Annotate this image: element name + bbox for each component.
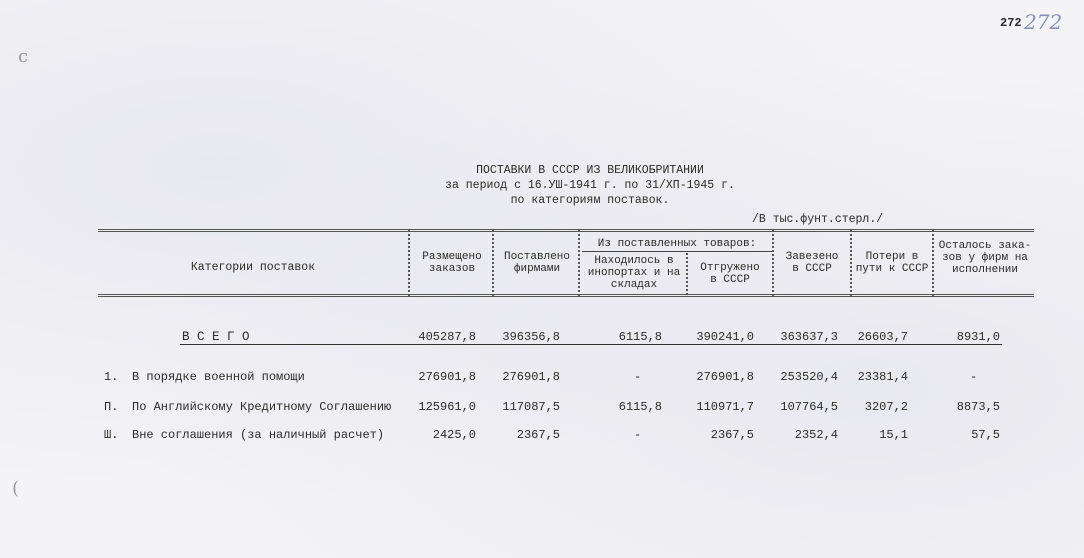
header-remaining-line: Осталось зака- xyxy=(938,240,1032,252)
page-number-typed: 272 xyxy=(1000,16,1022,30)
row-shipped: 276901,8 xyxy=(696,370,754,384)
total-imported: 363637,3 xyxy=(780,330,838,344)
header-at-ports-line: инопортах и на xyxy=(587,267,681,279)
header-shipped xyxy=(688,262,772,286)
row-remaining: 8873,5 xyxy=(956,400,1000,414)
row-at-ports: - xyxy=(634,370,642,384)
row-label: Вне соглашения (за наличный расчет) xyxy=(132,428,385,442)
header-at-ports-line: складах xyxy=(610,279,658,291)
title-line-3: по категориям поставок. xyxy=(510,194,670,207)
header-category: Категории поставок xyxy=(190,261,316,274)
row-placed: 276901,8 xyxy=(418,370,476,384)
header-at-ports-line: Находилось в xyxy=(594,255,674,267)
total-underline xyxy=(180,344,1002,345)
row-losses: 15,1 xyxy=(879,428,908,442)
title-line-2: за период с 16.УШ-1941 г. по 31/ХП-1945 г. xyxy=(445,179,735,192)
punch-hole-mark: ( xyxy=(12,478,20,499)
document-title xyxy=(380,163,800,208)
row-imported: 253520,4 xyxy=(780,370,838,384)
header-delivered-line: Поставлено xyxy=(503,251,570,263)
total-remaining: 8931,0 xyxy=(956,330,1000,344)
total-losses: 26603,7 xyxy=(857,330,908,344)
row-label: В порядке военной помощи xyxy=(132,370,305,384)
row-delivered: 276901,8 xyxy=(502,370,560,384)
header-remaining xyxy=(934,240,1036,276)
row-shipped: 110971,7 xyxy=(696,400,754,414)
total-label: В С Е Г О xyxy=(182,330,250,344)
header-losses-line: Потери в xyxy=(865,251,919,263)
header-delivered xyxy=(495,251,579,275)
header-losses xyxy=(852,251,932,275)
total-delivered: 396356,8 xyxy=(502,330,560,344)
header-losses-line: пути к СССР xyxy=(855,263,929,275)
row-remaining: 57,5 xyxy=(971,428,1000,442)
header-placed xyxy=(412,251,492,275)
total-placed: 405287,8 xyxy=(418,330,476,344)
table-top-rule xyxy=(98,229,1034,232)
row-number: 1. xyxy=(104,370,119,384)
row-number: П. xyxy=(104,400,119,414)
row-delivered: 117087,5 xyxy=(502,400,560,414)
row-placed: 125961,0 xyxy=(418,400,476,414)
column-separator xyxy=(492,230,494,296)
punch-hole-mark: c xyxy=(18,46,29,67)
row-imported: 107764,5 xyxy=(780,400,838,414)
header-group: Из поставленных товаров: xyxy=(597,238,757,250)
total-shipped: 390241,0 xyxy=(696,330,754,344)
row-remaining: - xyxy=(970,370,978,384)
row-number: Ш. xyxy=(104,428,119,442)
row-shipped: 2367,5 xyxy=(710,428,754,442)
header-delivered-line: фирмами xyxy=(513,263,561,275)
total-at-ports: 6115,8 xyxy=(618,330,662,344)
header-imported-line: в СССР xyxy=(792,263,832,275)
row-delivered: 2367,5 xyxy=(516,428,560,442)
header-remaining-line: зов у фирм на xyxy=(942,252,1028,264)
header-at-ports xyxy=(582,255,686,291)
row-placed: 2425,0 xyxy=(432,428,476,442)
table-header-rule xyxy=(98,294,1034,297)
row-imported: 2352,4 xyxy=(794,428,838,442)
group-header-rule xyxy=(582,251,772,252)
row-at-ports: - xyxy=(634,428,642,442)
header-shipped-line: в СССР xyxy=(710,274,750,286)
title-line-1: ПОСТАВКИ В СССР ИЗ ВЕЛИКОБРИТАНИИ xyxy=(476,164,704,177)
row-losses: 3207,2 xyxy=(864,400,908,414)
header-placed-line: Размещено xyxy=(422,251,482,263)
row-losses: 23381,4 xyxy=(857,370,908,384)
column-separator xyxy=(408,230,410,296)
header-placed-line: заказов xyxy=(428,263,476,275)
page-number-handwritten: 272 xyxy=(1024,10,1063,34)
header-shipped-line: Отгружено xyxy=(700,262,760,274)
header-imported-line: Завезено xyxy=(785,251,839,263)
unit-note: /В тыс.фунт.стерл./ xyxy=(752,213,884,226)
row-label: По Английскому Кредитному Соглашению xyxy=(132,400,392,414)
header-remaining-line: исполнении xyxy=(951,264,1018,276)
header-imported xyxy=(774,251,850,275)
row-at-ports: 6115,8 xyxy=(618,400,662,414)
